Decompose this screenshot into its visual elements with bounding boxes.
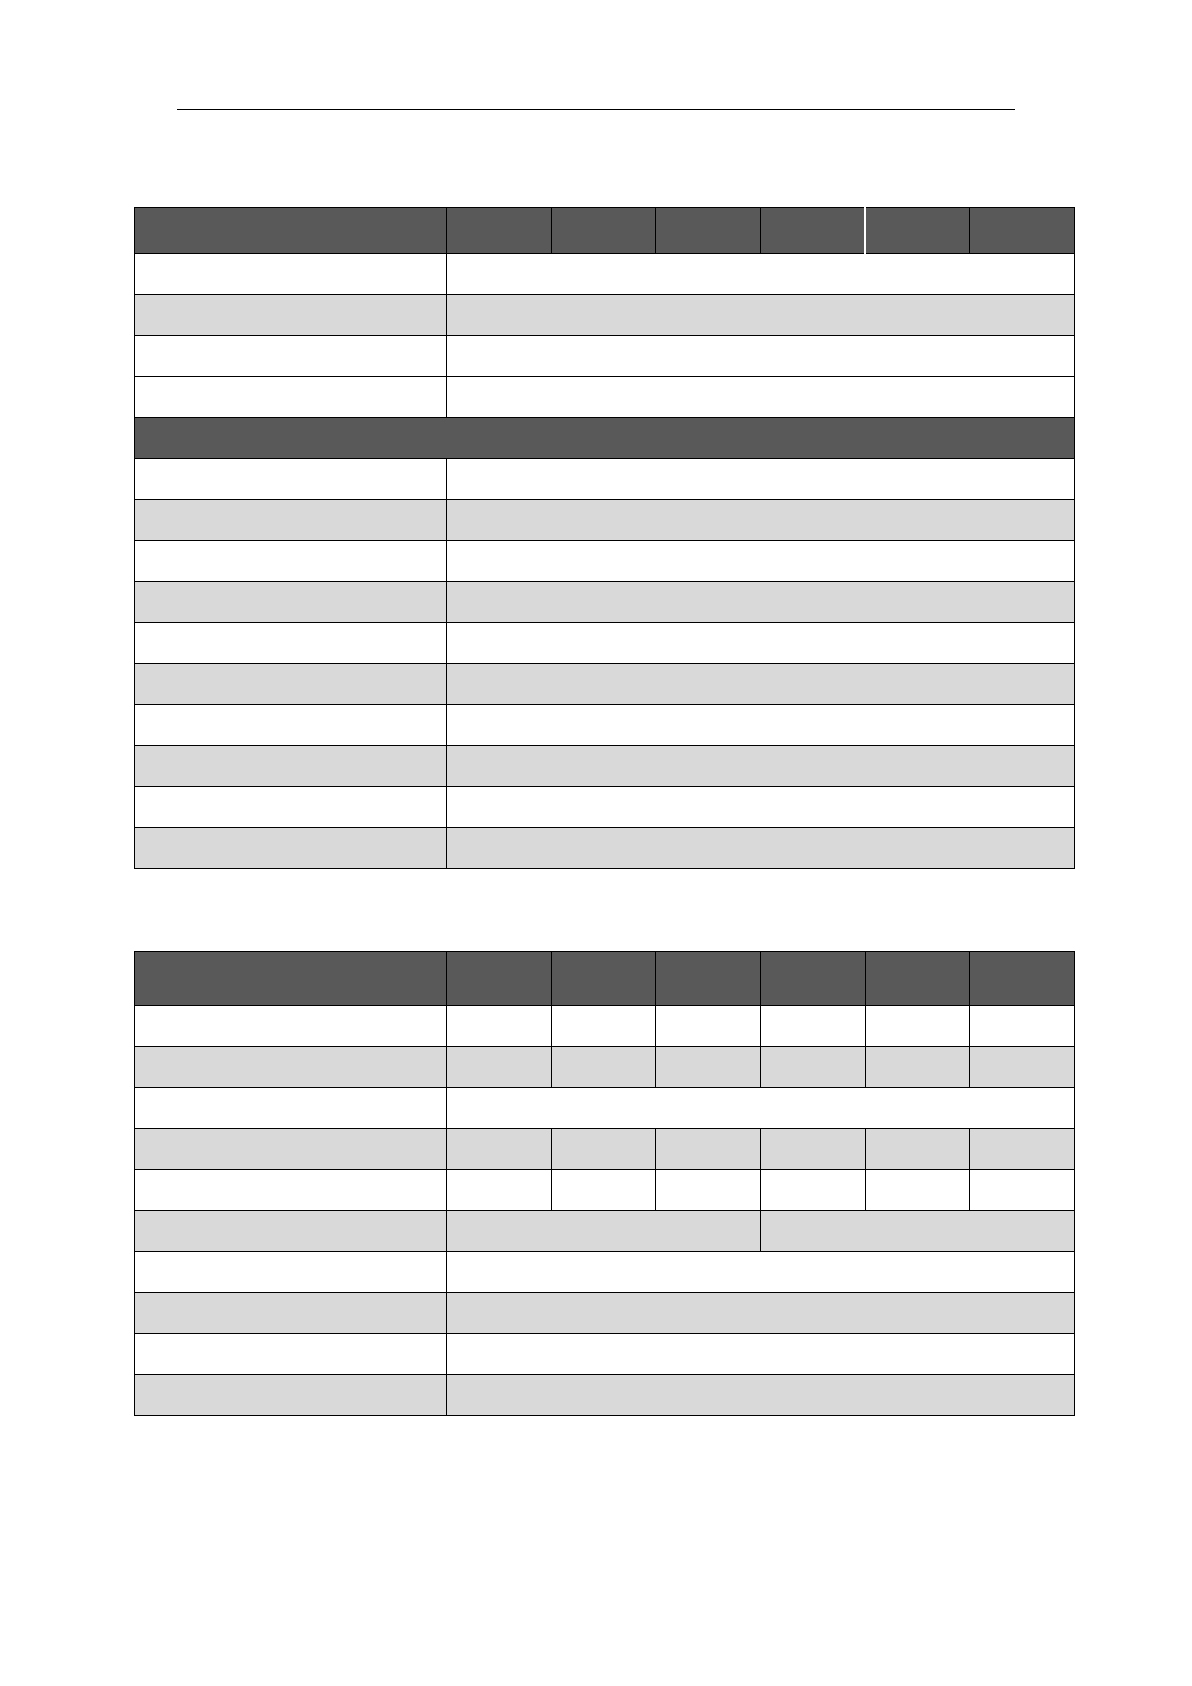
table-2-header-label bbox=[135, 952, 447, 1006]
row-label bbox=[135, 1211, 447, 1252]
row-value bbox=[447, 787, 1075, 828]
table-row bbox=[135, 336, 1075, 377]
table-2-header-col-3 bbox=[656, 952, 761, 1006]
table-2-header-row bbox=[135, 952, 1075, 1006]
row-label bbox=[135, 582, 447, 623]
row-label bbox=[135, 459, 447, 500]
table-1-header-col-1 bbox=[447, 208, 552, 254]
table-row bbox=[135, 500, 1075, 541]
row-label bbox=[135, 746, 447, 787]
row-label bbox=[135, 1252, 447, 1293]
row-value bbox=[447, 623, 1075, 664]
spec-table-1 bbox=[134, 207, 1075, 869]
row-cell bbox=[970, 1006, 1075, 1047]
row-cell bbox=[970, 1170, 1075, 1211]
table-row bbox=[135, 787, 1075, 828]
row-value bbox=[447, 1252, 1075, 1293]
row-cell bbox=[551, 1129, 656, 1170]
row-value bbox=[447, 336, 1075, 377]
row-label bbox=[135, 1170, 447, 1211]
row-label bbox=[135, 1006, 447, 1047]
table-1-header-row bbox=[135, 208, 1075, 254]
table-1-header-col-3 bbox=[656, 208, 761, 254]
table-row bbox=[135, 1375, 1075, 1416]
row-cell bbox=[865, 1170, 970, 1211]
row-label bbox=[135, 541, 447, 582]
table-1-header-col-4 bbox=[760, 208, 865, 254]
row-label bbox=[135, 500, 447, 541]
row-value bbox=[447, 1334, 1075, 1375]
header-rule bbox=[177, 109, 1015, 110]
row-label bbox=[135, 1088, 447, 1129]
row-label bbox=[135, 1047, 447, 1088]
table-2-header-col-6 bbox=[970, 952, 1075, 1006]
row-value bbox=[447, 459, 1075, 500]
row-label bbox=[135, 787, 447, 828]
row-cell bbox=[551, 1047, 656, 1088]
row-value bbox=[447, 1293, 1075, 1334]
table-row bbox=[135, 705, 1075, 746]
row-cell bbox=[760, 1170, 865, 1211]
table-1-header-label bbox=[135, 208, 447, 254]
row-value bbox=[447, 295, 1075, 336]
row-value bbox=[447, 664, 1075, 705]
table-row bbox=[135, 295, 1075, 336]
row-label bbox=[135, 1334, 447, 1375]
table-row bbox=[135, 1334, 1075, 1375]
row-label bbox=[135, 828, 447, 869]
table-row bbox=[135, 459, 1075, 500]
row-cell-half bbox=[447, 1211, 761, 1252]
row-cell bbox=[656, 1170, 761, 1211]
row-cell bbox=[447, 1170, 552, 1211]
row-value bbox=[447, 1088, 1075, 1129]
row-label bbox=[135, 336, 447, 377]
row-cell bbox=[760, 1047, 865, 1088]
row-cell bbox=[970, 1129, 1075, 1170]
row-cell bbox=[656, 1129, 761, 1170]
table-2-header-col-1 bbox=[447, 952, 552, 1006]
section-title bbox=[135, 418, 1075, 459]
row-value bbox=[447, 828, 1075, 869]
row-label bbox=[135, 254, 447, 295]
row-value bbox=[447, 582, 1075, 623]
table-2-header-col-5 bbox=[865, 952, 970, 1006]
row-cell bbox=[760, 1129, 865, 1170]
row-cell bbox=[656, 1047, 761, 1088]
section-header-row bbox=[135, 418, 1075, 459]
table-row bbox=[135, 377, 1075, 418]
row-cell bbox=[447, 1006, 552, 1047]
table-1-header-col-6 bbox=[970, 208, 1075, 254]
table-row bbox=[135, 1293, 1075, 1334]
row-cell bbox=[760, 1006, 865, 1047]
row-cell bbox=[551, 1006, 656, 1047]
row-cell bbox=[447, 1129, 552, 1170]
row-label bbox=[135, 295, 447, 336]
row-cell bbox=[447, 1047, 552, 1088]
row-cell bbox=[970, 1047, 1075, 1088]
row-label bbox=[135, 1375, 447, 1416]
row-label bbox=[135, 705, 447, 746]
table-row bbox=[135, 1047, 1075, 1088]
table-row bbox=[135, 541, 1075, 582]
row-label bbox=[135, 664, 447, 705]
row-cell bbox=[865, 1006, 970, 1047]
row-value bbox=[447, 705, 1075, 746]
table-row bbox=[135, 664, 1075, 705]
table-row bbox=[135, 828, 1075, 869]
table-row bbox=[135, 623, 1075, 664]
table-2-header-col-4 bbox=[760, 952, 865, 1006]
row-cell bbox=[865, 1047, 970, 1088]
table-1-header-col-5 bbox=[865, 208, 970, 254]
spec-table-2 bbox=[134, 951, 1075, 1416]
row-value bbox=[447, 500, 1075, 541]
row-value bbox=[447, 541, 1075, 582]
table-row bbox=[135, 582, 1075, 623]
row-cell bbox=[656, 1006, 761, 1047]
table-row bbox=[135, 1252, 1075, 1293]
row-value bbox=[447, 377, 1075, 418]
row-label bbox=[135, 377, 447, 418]
row-label bbox=[135, 1293, 447, 1334]
row-label bbox=[135, 1129, 447, 1170]
row-label bbox=[135, 623, 447, 664]
table-2-header-col-2 bbox=[551, 952, 656, 1006]
row-value bbox=[447, 254, 1075, 295]
table-row bbox=[135, 254, 1075, 295]
table-row bbox=[135, 1211, 1075, 1252]
table-row bbox=[135, 1129, 1075, 1170]
table-row bbox=[135, 1170, 1075, 1211]
row-cell-half bbox=[760, 1211, 1074, 1252]
row-cell bbox=[551, 1170, 656, 1211]
table-row bbox=[135, 1088, 1075, 1129]
row-value bbox=[447, 746, 1075, 787]
table-row bbox=[135, 746, 1075, 787]
table-1-header-col-2 bbox=[551, 208, 656, 254]
row-value bbox=[447, 1375, 1075, 1416]
row-cell bbox=[865, 1129, 970, 1170]
table-row bbox=[135, 1006, 1075, 1047]
